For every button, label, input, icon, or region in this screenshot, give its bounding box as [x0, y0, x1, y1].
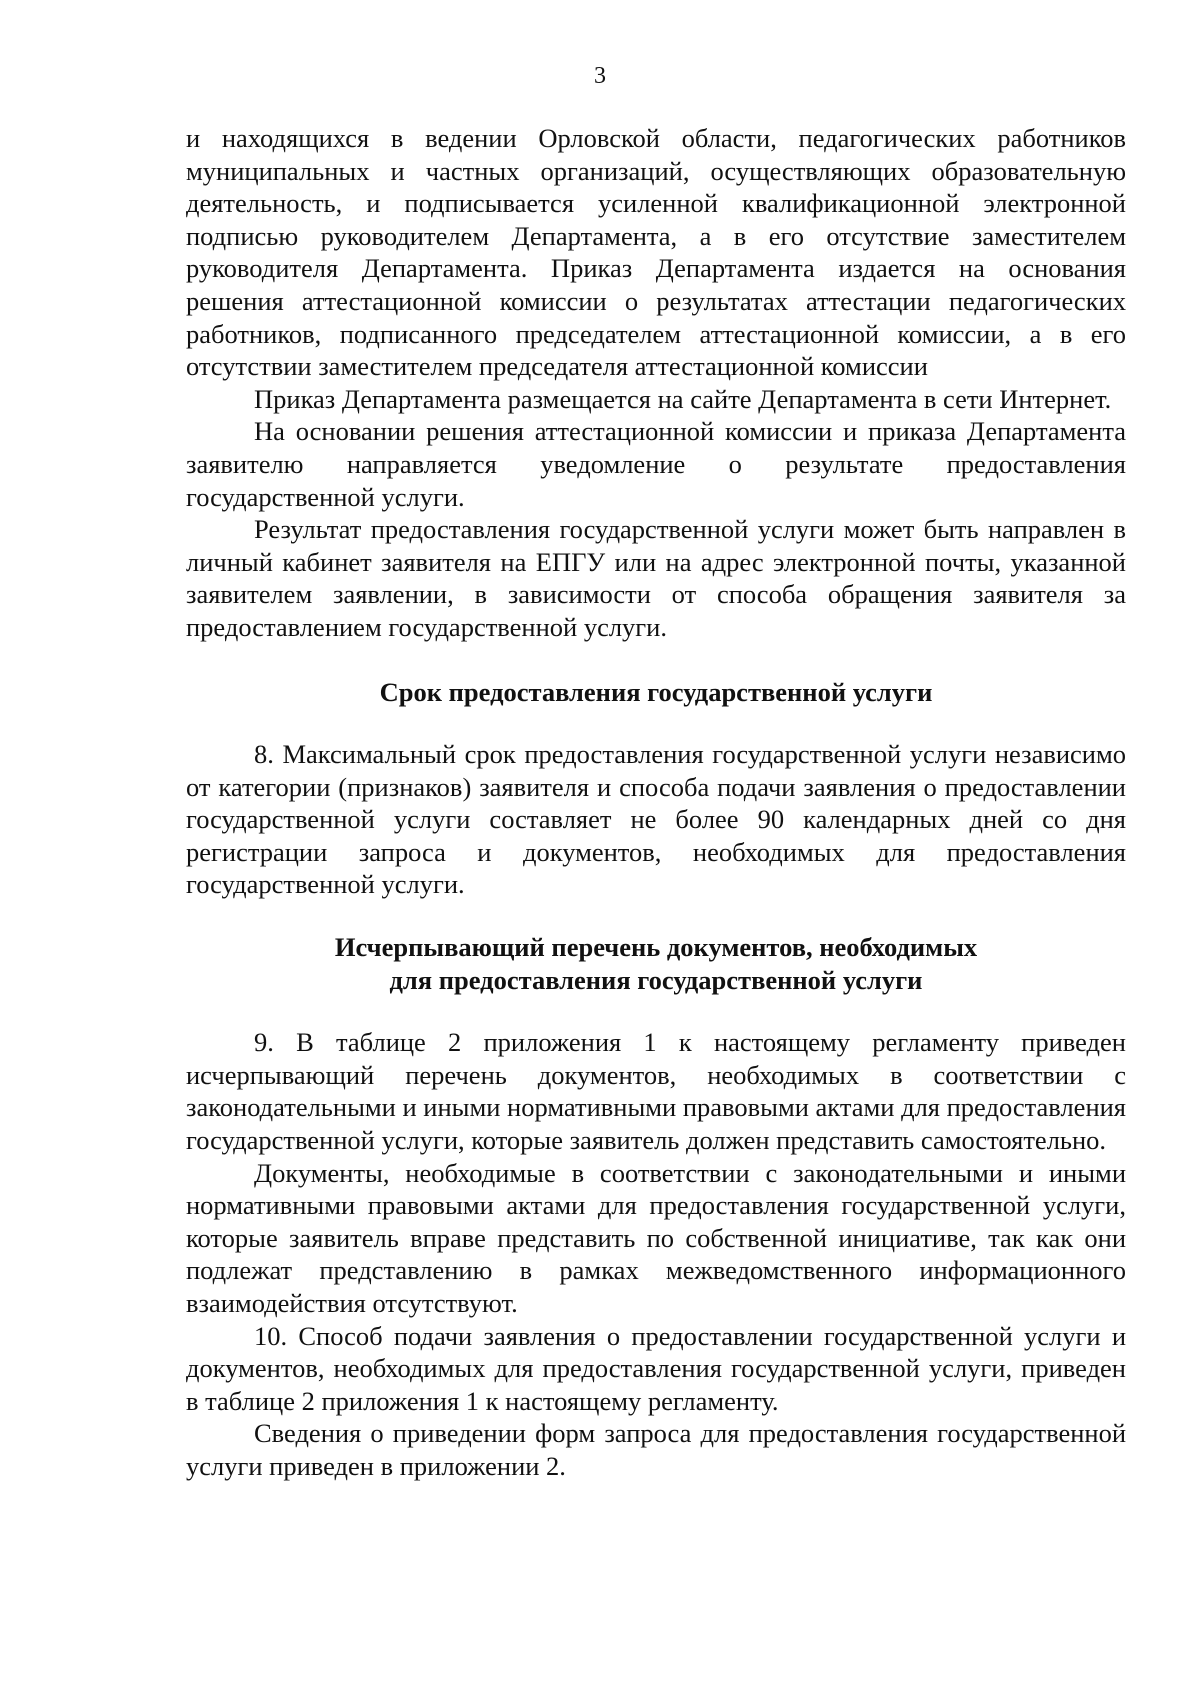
section-heading-documents-line1: Исчерпывающий перечень документов, необходимых	[334, 932, 978, 963]
paragraph-8: 8. Максимальный срок предоставления государственной услуги независимо от категории (признаков) заявителя и способа подачи заявления о предоставлении государственной услуги составляет не более 90 календарных дней со дня регистрации запроса и документов, необходимых для предоставления государственной услуги.	[186, 739, 1126, 900]
paragraph-notification: На основании решения аттестационной комиссии и приказа Департамента заявителю направляется уведомление о результате предоставления государственной услуги.	[186, 416, 1126, 512]
section-heading-documents	[186, 931, 1126, 996]
paragraph-9: 9. В таблице 2 приложения 1 к настоящему регламенту приведен исчерпывающий перечень документов, необходимых в соответствии с законодательными и иными нормативными правовыми актами для предоставления государственной услуги, которые заявитель должен представить самостоятельно.	[186, 1027, 1126, 1156]
section-heading-documents-line2: для предоставления государственной услуги	[389, 964, 923, 995]
page-number: 3	[594, 63, 606, 89]
section-heading-term: Срок предоставления государственной услуги	[379, 676, 933, 707]
paragraph-result-delivery: Результат предоставления государственной услуги может быть направлен в личный кабинет заявителя на ЕПГУ или на адрес электронной почты, указанной заявителем заявлении, в зависимости от способа обращения заявителя за предоставлением государственной услуги.	[186, 514, 1126, 642]
paragraph-order-published: Приказ Департамента размещается на сайте Департамента в сети Интернет.	[254, 383, 1112, 414]
paragraph-10: 10. Способ подачи заявления о предоставлении государственной услуги и документов, необходимых для предоставления государственной услуги, приведен в таблице 2 приложения 1 к настоящему регламенту.	[186, 1320, 1126, 1416]
document-body	[186, 122, 1126, 1483]
paragraph-request-forms: Сведения о приведении форм запроса для предоставления государственной услуги приведен в приложении 2.	[186, 1418, 1126, 1481]
paragraph-continuation: и находящихся в ведении Орловской области, педагогических работников муниципальных и частных организаций, осуществляющих образовательную деятельность, и подписывается усиленной квалификационной электронной подписью руководителем Департамента, а в его отсутствие заместителем руководителя Департамента. Приказ Департамента издается на основания решения аттестационной комиссии о результатах аттестации педагогических работников, подписанного председателем аттестационной комиссии, а в его отсутствии заместителем председателя аттестационной комиссии	[186, 123, 1126, 382]
paragraph-documents-own-initiative: Документы, необходимые в соответствии с законодательными и иными нормативными правовыми актами для предоставления государственной услуги, которые заявитель вправе представить по собственной инициативе, так как они подлежат представлению в рамках межведомственного информационного взаимодействия отсутствуют.	[186, 1157, 1126, 1318]
